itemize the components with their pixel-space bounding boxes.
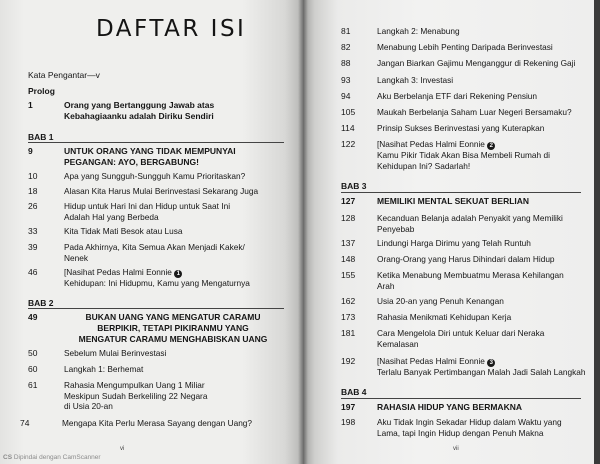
- page-number: 81: [341, 26, 351, 36]
- entry-title-line: Rahasia Mengumpulkan Uang 1 Miliar: [64, 380, 205, 390]
- page-number: 49: [28, 312, 38, 322]
- bab-3-rule: [341, 192, 581, 193]
- camscanner-icon: CS: [3, 454, 13, 461]
- page-number: 127: [341, 196, 356, 206]
- page-number: 26: [28, 201, 38, 211]
- page-number: 46: [28, 267, 38, 277]
- book-gutter-shadow: [298, 0, 308, 464]
- kata-pengantar-entry: Kata Pengantar—v: [28, 70, 100, 80]
- page-number: 148: [341, 254, 356, 264]
- page-number: 162: [341, 296, 356, 306]
- entry-title-line: Langkah 1: Berhemat: [64, 364, 144, 374]
- entry-title-line: Mengapa Kita Perlu Merasa Sayang dengan Uang?: [62, 418, 253, 428]
- entry-title-line: MEMILIKI MENTAL SEKUAT BERLIAN: [377, 196, 530, 206]
- entry-title-line: BUKAN UANG YANG MENGATUR CARAMU: [85, 312, 261, 322]
- page-number: 114: [341, 123, 355, 133]
- entry-title-line: Maukah Berbelanja Saham Luar Negeri Bersamaku?: [377, 107, 572, 117]
- entry-title-line: Kehidupan: Ini Hidupmu, Kamu yang Mengaturnya: [64, 278, 250, 288]
- bab-4-heading: BAB 4: [341, 387, 367, 397]
- entry-title-line: Adalah Hal yang Berbeda: [64, 211, 159, 222]
- nasihat-number-badge: 3: [487, 359, 495, 367]
- entry-title-line: Usia 20-an yang Penuh Kenangan: [377, 296, 504, 306]
- entry-title-line: Sebelum Mulai Berinvestasi: [64, 348, 167, 358]
- entry-title-line: [Nasihat Pedas Halmi Eonnie: [64, 267, 172, 277]
- prolog-heading: Prolog: [28, 86, 55, 96]
- entry-title-line: Cara Mengelola Diri untuk Keluar dari Neraka: [377, 328, 545, 338]
- bab-2-rule: [28, 308, 284, 309]
- bab-2-heading: BAB 2: [28, 298, 54, 308]
- page-number: 61: [28, 380, 38, 390]
- page-number: 198: [341, 417, 356, 427]
- entry-title-line: Lama, tapi Ingin Hidup dengan Penuh Makna: [377, 427, 544, 438]
- page-number: 39: [28, 242, 38, 252]
- entry-title-line: Nenek: [64, 252, 88, 263]
- page-number: 128: [341, 213, 356, 223]
- entry-title-line: Kamu Pikir Tidak Akan Bisa Membeli Rumah di: [377, 150, 550, 160]
- page-number: 18: [28, 186, 38, 196]
- entry-title-line: Lindungi Harga Dirimu yang Telah Runtuh: [377, 238, 531, 248]
- page-number: 197: [341, 402, 356, 412]
- entry-title-line: Penyebab: [377, 223, 415, 234]
- entry-title-line: [Nasihat Pedas Halmi Eonnie: [377, 356, 485, 366]
- entry-title-line: Kebahagiaanku adalah Diriku Sendiri: [64, 111, 214, 121]
- page-number: 122: [341, 139, 356, 149]
- page-number: 173: [341, 312, 356, 322]
- page-number: 33: [28, 226, 38, 236]
- page-number: 94: [341, 91, 351, 101]
- bab-3-heading: BAB 3: [341, 181, 367, 191]
- scan-dark-edge: [594, 0, 600, 464]
- page-number: 82: [341, 42, 351, 52]
- entry-title-line: RAHASIA HIDUP YANG BERMAKNA: [377, 402, 522, 412]
- entry-title-line: BERPIKIR, TETAPI PIKIRANMU YANG: [97, 323, 249, 333]
- entry-title-line: Jangan Biarkan Gajimu Menganggur di Rekening Gaji: [377, 58, 576, 68]
- entry-title-line: Langkah 3: Investasi: [377, 75, 454, 85]
- entry-title-line: [Nasihat Pedas Halmi Eonnie: [377, 139, 485, 149]
- page-number: 192: [341, 356, 356, 366]
- entry-title-line: Arah: [377, 280, 395, 291]
- page-number: 137: [341, 238, 356, 248]
- right-page: [303, 0, 594, 464]
- entry-title-line: Rahasia Menikmati Kehidupan Kerja: [377, 312, 512, 322]
- entry-title-line: Hidup untuk Hari Ini dan Hidup untuk Saat Ini: [64, 201, 231, 211]
- entry-title-line: Kemalasan: [377, 338, 419, 349]
- scanner-watermark-text: Dipindai dengan CamScanner: [13, 454, 101, 461]
- page-number: 74: [20, 418, 30, 428]
- scanner-watermark: [3, 454, 101, 461]
- entry-title-line: di Usia 20-an: [64, 401, 113, 411]
- bab-1-heading: BAB 1: [28, 132, 54, 142]
- entry-title-line: Kecanduan Belanja adalah Penyakit yang Memiliki: [377, 213, 563, 223]
- entry-title-line: Kita Tidak Mati Besok atau Lusa: [64, 226, 183, 236]
- page-number: 105: [341, 107, 356, 117]
- bab-4-rule: [341, 398, 581, 399]
- nasihat-number-badge: 1: [174, 270, 182, 278]
- page-number: 181: [341, 328, 356, 338]
- entry-title-line: Pada Akhirnya, Kita Semua Akan Menjadi Kakek/: [64, 242, 245, 252]
- entry-title-line: MENGATUR CARAMU MENGHABISKAN UANG: [78, 334, 268, 344]
- entry-title-line: Aku Tidak Ingin Sekadar Hidup dalam Waktu yang: [377, 417, 562, 427]
- entry-title-line: Prinsip Sukses Berinvestasi yang Kuterapkan: [377, 123, 545, 133]
- page-number: 9: [28, 146, 33, 156]
- page-number: 60: [28, 364, 38, 374]
- page-number: 93: [341, 75, 351, 85]
- page-number: 50: [28, 348, 38, 358]
- entry-title-line: Orang-Orang yang Harus Dihindari dalam Hidup: [377, 254, 555, 264]
- entry-title-line: Kehidupan Ini? Sadarlah!: [377, 160, 471, 171]
- nasihat-number-badge: 2: [487, 142, 495, 150]
- page-number: 155: [341, 270, 356, 280]
- entry-title-line: Meskipun Sudah Berkeliling 22 Negara: [64, 390, 208, 401]
- entry-title-line: Orang yang Bertanggung Jawab atas: [64, 100, 215, 110]
- bab-1-rule: [28, 142, 284, 143]
- page-number: 10: [28, 171, 38, 181]
- entry-title-line: Langkah 2: Menabung: [377, 26, 460, 36]
- entry-title-line: Ketika Menabung Membuatmu Merasa Kehilangan: [377, 270, 564, 280]
- entry-title-line: Aku Berbelanja ETF dari Rekening Pensiun: [377, 91, 538, 101]
- page-folio: vi: [120, 446, 125, 452]
- entry-title-line: PEGANGAN: AYO, BERGABUNG!: [64, 157, 199, 167]
- page-number: 88: [341, 58, 351, 68]
- page-number: 1: [28, 100, 33, 110]
- entry-title-line: Terlalu Banyak Pertimbangan Malah Jadi Salah Langkah: [377, 367, 586, 377]
- entry-title-line: UNTUK ORANG YANG TIDAK MEMPUNYAI: [64, 146, 236, 156]
- entry-title-line: Alasan Kita Harus Mulai Berinvestasi Sekarang Juga: [64, 186, 259, 196]
- page-folio: vii: [453, 446, 459, 452]
- entry-title-line: Menabung Lebih Penting Daripada Berinvestasi: [377, 42, 553, 52]
- toc-title: DAFTAR ISI: [96, 16, 247, 42]
- entry-title-line: Apa yang Sungguh-Sungguh Kamu Prioritaskan?: [64, 171, 246, 181]
